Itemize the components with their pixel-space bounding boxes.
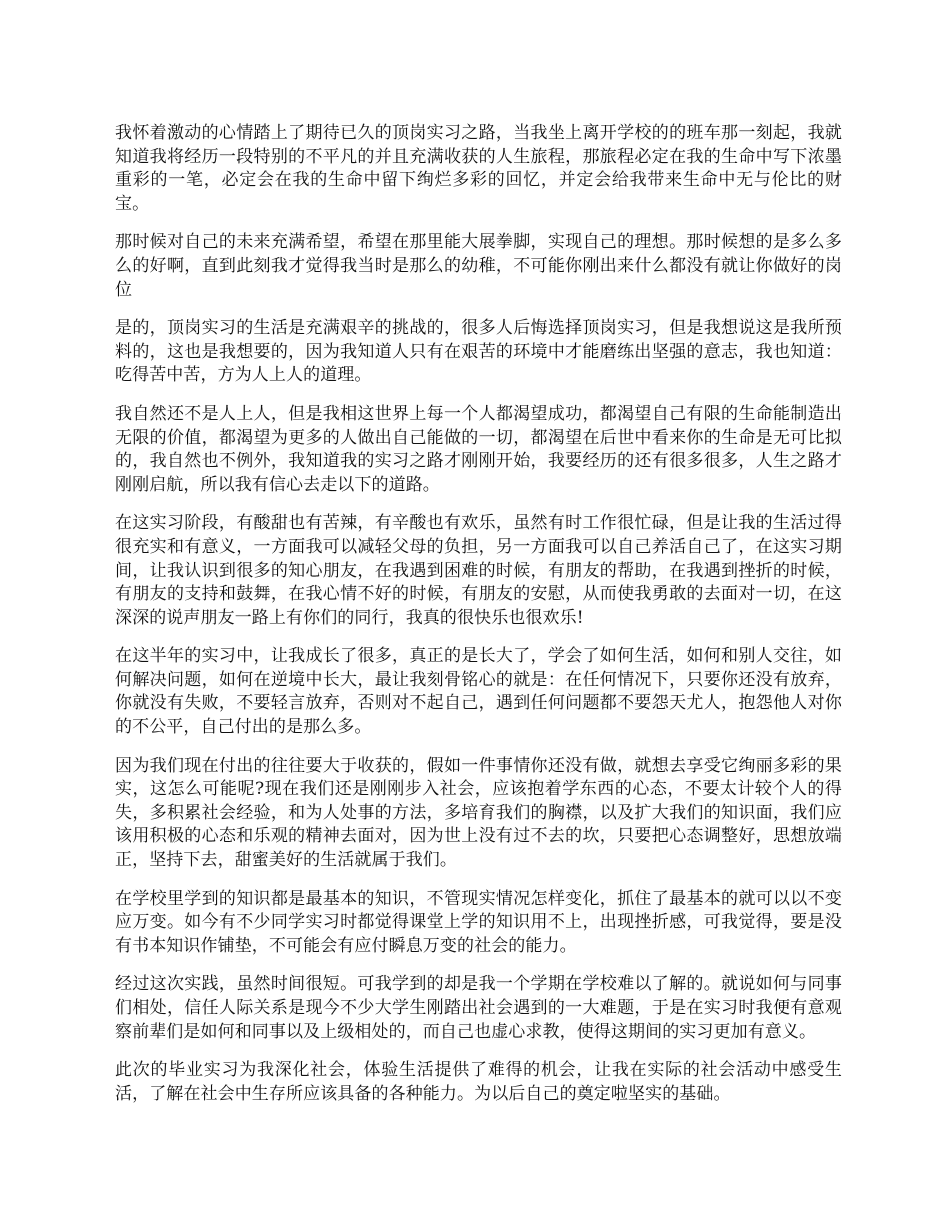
document-body <box>115 122 842 1121</box>
paragraph-2: 那时候对自己的未来充满希望，希望在那里能大展拳脚，实现自己的理想。那时候想的是多么多么的好啊，直到此刻我才觉得我当时是那么的幼稚，不可能你刚出来什么都没有就让你做好的岗位 <box>115 232 842 300</box>
paragraph-1: 我怀着激动的心情踏上了期待已久的顶岗实习之路，当我坐上离开学校的的班车那一刻起，我就知道我将经历一段特别的不平凡的并且充满收获的人生旅程，那旅程必定在我的生命中写下浓墨重彩的一笔，必定会在我的生命中留下绚烂多彩的回忆，并定会给我带来生命中无与伦比的财宝。 <box>115 123 842 214</box>
paragraph-7: 因为我们现在付出的往往要大于收获的，假如一件事情你还没有做，就想去享受它绚丽多彩的果实，这怎么可能呢?现在我们还是刚刚步入社会，应该抱着学东西的心态，不要太计较个人的得失，多积累社会经验，和为人处事的方法，多培育我们的胸襟，以及扩大我们的知识面，我们应该用积极的心态和乐观的精神去面对，因为世上没有过不去的坎，只要把心态调整好，思想放端正，坚持下去，甜蜜美好的生活就属于我们。 <box>115 755 842 871</box>
paragraph-10: 此次的毕业实习为我深化社会，体验生活提供了难得的机会，让我在实际的社会活动中感受生活，了解在社会中生存所应该具备的各种能力。为以后自己的奠定啦坚实的基础。 <box>115 1060 842 1104</box>
paragraph-3: 是的，顶岗实习的生活是充满艰辛的挑战的，很多人后悔选择顶岗实习，但是我想说这是我所预料的，这也是我想要的，因为我知道人只有在艰苦的环境中才能磨练出坚强的意志，我也知道：吃得苦中苦，方为人上人的道理。 <box>115 318 842 386</box>
paragraph-6: 在这半年的实习中，让我成长了很多，真正的是长大了，学会了如何生活，如何和别人交往，如何解决问题，如何在逆境中长大，最让我刻骨铭心的就是：在任何情况下，只要你还没有放弃，你就没有失败，不要轻言放弃，否则对不起自己，遇到任何问题都不要怨天尤人，抱怨他人对你的不公平，自己付出的是那么多。 <box>115 646 842 738</box>
paragraph-5: 在这实习阶段，有酸甜也有苦辣，有辛酸也有欢乐，虽然有时工作很忙碌，但是让我的生活过得很充实和有意义，一方面我可以减轻父母的负担，另一方面我可以自己养活自己了，在这实习期间，让我认识到很多的知心朋友，在我遇到困难的时候，有朋友的帮助，在我遇到挫折的时候，有朋友的支持和鼓舞，在我心情不好的时候，有朋友的安慰，从而使我勇敢的去面对一切，在这深深的说声朋友一路上有你们的同行，我真的很快乐也很欢乐! <box>115 513 842 628</box>
paragraph-8: 在学校里学到的知识都是最基本的知识，不管现实情况怎样变化，抓住了最基本的就可以以不变应万变。如今有不少同学实习时都觉得课堂上学的知识用不上，出现挫折感，可我觉得，要是没有书本知识作铺垫，不可能会有应付瞬息万变的社会的能力。 <box>115 888 842 956</box>
paragraph-4: 我自然还不是人上人，但是我相这世界上每一个人都渴望成功，都渴望自己有限的生命能制造出无限的价值，都渴望为更多的人做出自己能做的一切，都渴望在后世中看来你的生命是无可比拟的，我自然也不例外，我知道我的实习之路才刚刚开始，我要经历的还有很多很多，人生之路才刚刚启航，所以我有信心去走以下的道路。 <box>115 403 842 495</box>
paragraph-9: 经过这次实践，虽然时间很短。可我学到的却是我一个学期在学校难以了解的。就说如何与同事们相处，信任人际关系是现今不少大学生刚踏出社会遇到的一大难题，于是在实习时我便有意观察前辈们是如何和同事以及上级相处的，而自己也虚心求教，使得这期间的实习更加有意义。 <box>115 974 842 1042</box>
